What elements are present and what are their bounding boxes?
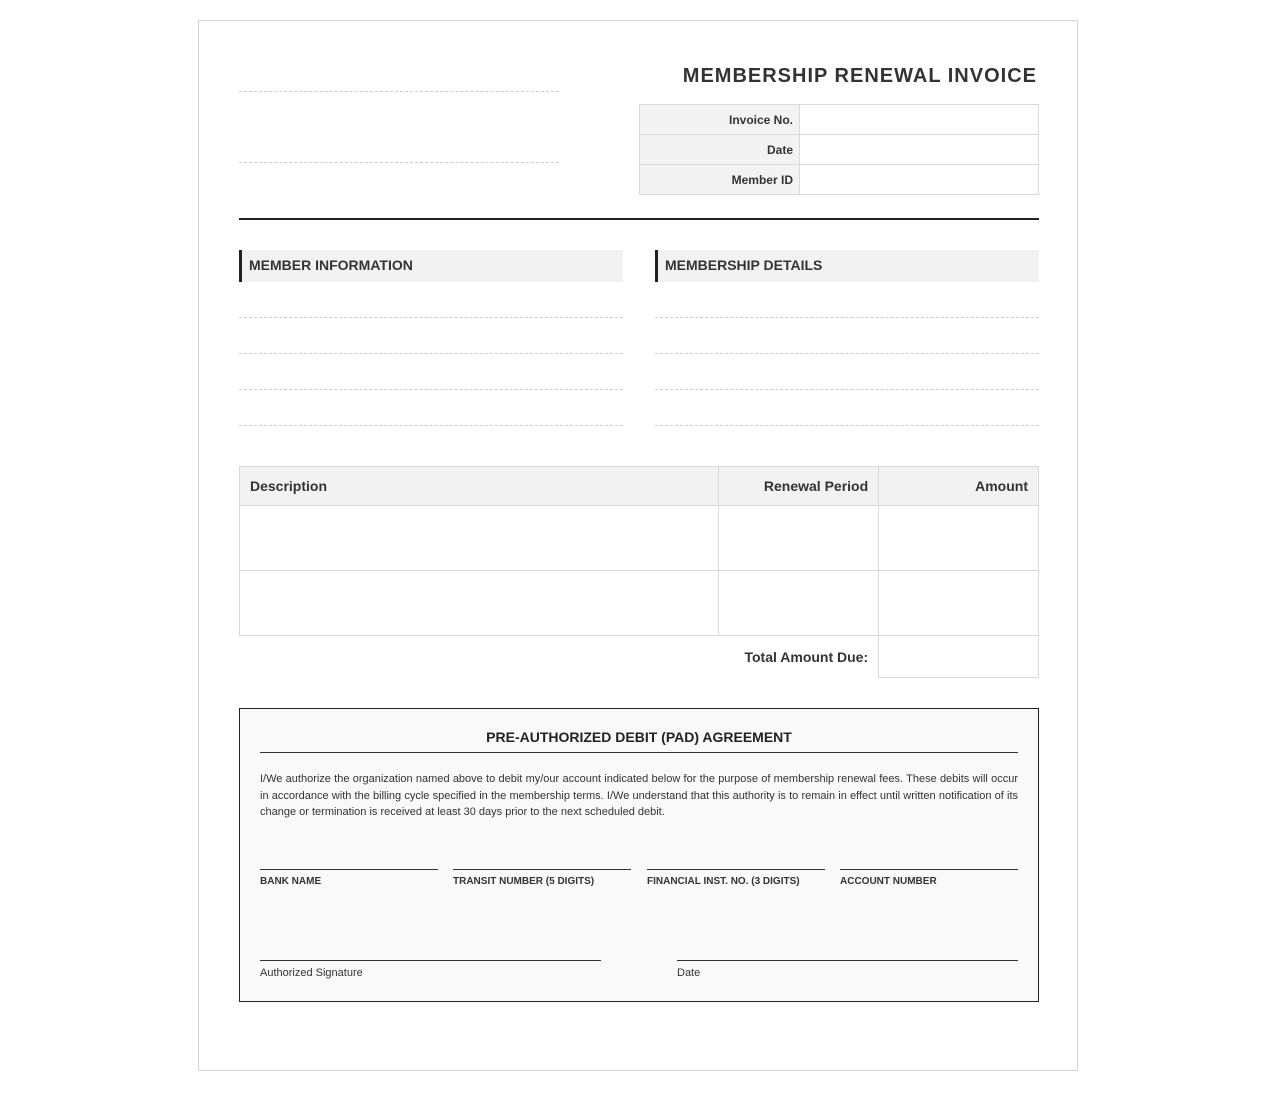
member-info-line[interactable] [239, 353, 623, 354]
pad-agreement-text: I/We authorize the organization named above to debit my/our account indicated below for the purpose of membership renewal fees. These debits will occur in accordance with the billing cycle specified in the membership terms. I/We understand that this authority is to remain in effect until written notification of its change or termination is received at least 30 days prior to the next scheduled debit. [260, 773, 1018, 818]
amount-header: Amount [879, 467, 1039, 506]
account-number-field[interactable]: ACCOUNT NUMBER [840, 869, 1018, 887]
transit-number-field[interactable]: TRANSIT NUMBER (5 DIGITS) [453, 869, 631, 887]
member-id-field[interactable] [800, 165, 1039, 195]
date-field[interactable] [800, 135, 1039, 165]
renewal-period-header: Renewal Period [719, 467, 879, 506]
total-row [240, 636, 1039, 678]
member-info-line[interactable] [239, 317, 623, 318]
amount-cell[interactable] [879, 506, 1039, 571]
meta-label: Date [640, 135, 800, 165]
description-cell[interactable] [240, 506, 719, 571]
renewal-period-cell[interactable] [719, 506, 879, 571]
renewal-period-cell[interactable] [719, 571, 879, 636]
financial-inst-no-field[interactable]: FINANCIAL INST. NO. (3 DIGITS) [647, 869, 825, 887]
pad-agreement-box [239, 708, 1039, 1002]
member-info-line[interactable] [239, 425, 623, 426]
amount-cell[interactable] [879, 571, 1039, 636]
membership-detail-line[interactable] [655, 389, 1039, 390]
membership-details-heading: MEMBERSHIP DETAILS [655, 250, 1039, 282]
bank-name-field[interactable]: BANK NAME [260, 869, 438, 887]
org-name-line[interactable] [239, 91, 559, 92]
header-divider [239, 218, 1039, 220]
description-header: Description [240, 467, 719, 506]
total-amount-label: Total Amount Due: [744, 648, 869, 665]
meta-label: Member ID [640, 165, 800, 195]
items-table [239, 466, 1039, 678]
authorized-signature-field[interactable]: Authorized Signature [260, 960, 601, 979]
meta-row-invoice-no [640, 105, 1039, 135]
membership-detail-line[interactable] [655, 425, 1039, 426]
invoice-meta-table [639, 104, 1039, 195]
meta-row-date [640, 135, 1039, 165]
membership-detail-line[interactable] [655, 353, 1039, 354]
invoice-page [198, 20, 1078, 1071]
signature-date-field[interactable]: Date [677, 960, 1018, 979]
org-address-line[interactable] [239, 162, 559, 163]
meta-row-member-id [640, 165, 1039, 195]
table-header-row [240, 467, 1039, 506]
table-row [240, 571, 1039, 636]
member-info-line[interactable] [239, 389, 623, 390]
member-information-heading: MEMBER INFORMATION [239, 250, 623, 282]
table-row [240, 506, 1039, 571]
meta-label: Invoice No. [640, 105, 800, 135]
invoice-title: MEMBERSHIP RENEWAL INVOICE [682, 65, 1037, 87]
total-amount-field[interactable] [879, 636, 1039, 678]
pad-agreement-title: PRE-AUTHORIZED DEBIT (PAD) AGREEMENT [260, 729, 1018, 753]
description-cell[interactable] [240, 571, 719, 636]
invoice-no-field[interactable] [800, 105, 1039, 135]
membership-detail-line[interactable] [655, 317, 1039, 318]
